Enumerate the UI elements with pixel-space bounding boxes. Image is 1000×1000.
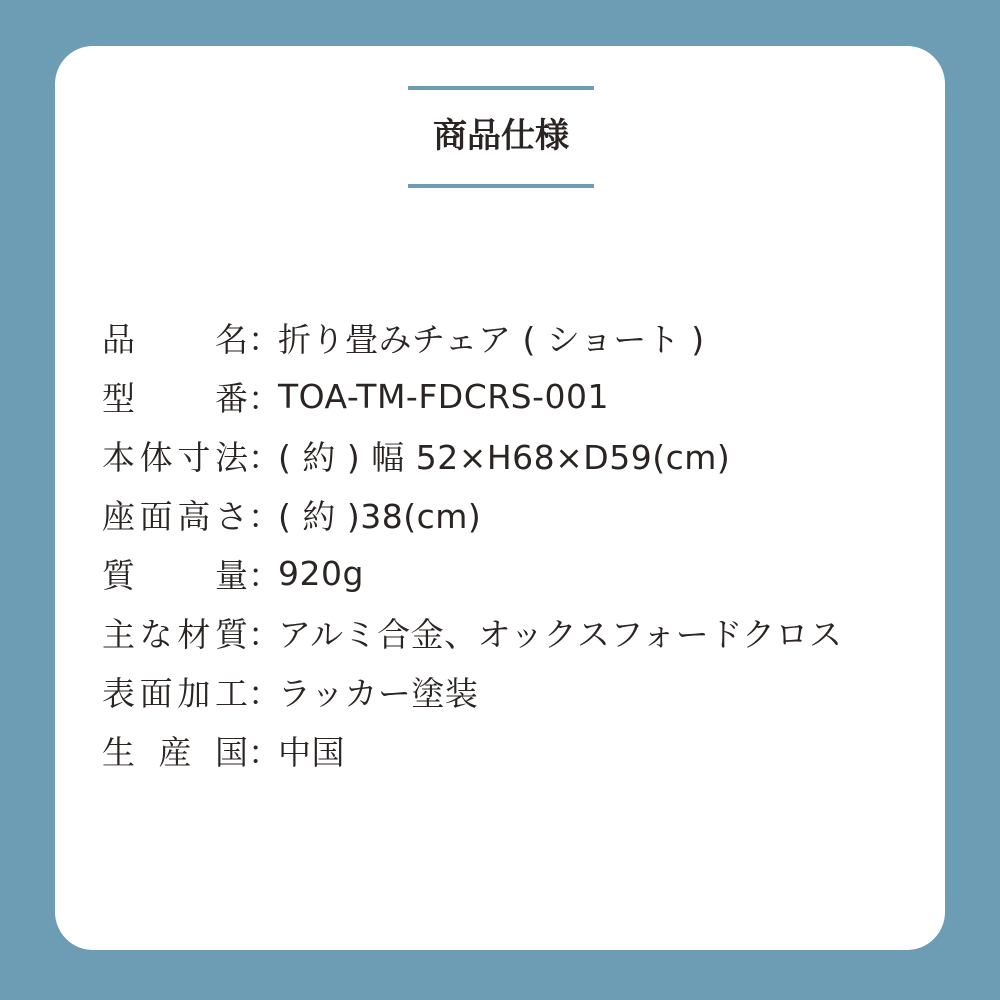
spec-colon: ： — [248, 320, 281, 359]
spec-label: 主 な 材 質 — [102, 615, 248, 654]
spec-label: 品 名 — [102, 320, 248, 359]
spec-value: 920g — [278, 554, 364, 593]
spec-value: 折り畳みチェア ( ショート ) — [278, 320, 705, 359]
title-top-rule — [408, 86, 594, 90]
spec-colon: ： — [248, 556, 281, 595]
spec-value: TOA-TM-FDCRS-001 — [278, 377, 610, 416]
spec-colon: ： — [248, 615, 281, 654]
spec-colon: ： — [248, 438, 281, 477]
spec-colon: ： — [248, 379, 281, 418]
title-block — [408, 86, 594, 188]
spec-row-weight — [102, 544, 843, 603]
spec-label: 型 番 — [102, 379, 248, 418]
spec-row-materials — [102, 603, 843, 662]
spec-colon: ： — [248, 733, 281, 772]
spec-colon: ： — [248, 497, 281, 536]
spec-value: 中国 — [278, 733, 345, 772]
spec-label: 生 産 国 — [102, 733, 248, 772]
spec-value: ラッカー塗装 — [278, 674, 479, 713]
spec-row-dimensions — [102, 426, 843, 485]
spec-row-country-of-origin — [102, 721, 843, 780]
page-title: 商品仕様 — [433, 116, 569, 156]
spec-list — [102, 308, 843, 780]
spec-label: 質 量 — [102, 556, 248, 595]
spec-value: アルミ合金、オックスフォードクロス — [278, 615, 843, 654]
spec-label: 本 体 寸 法 — [102, 438, 248, 477]
title-bottom-rule — [408, 184, 594, 188]
spec-label: 座 面 高 さ — [102, 497, 248, 536]
spec-row-seat-height — [102, 485, 843, 544]
spec-card — [55, 46, 945, 950]
spec-value: ( 約 )38(cm) — [278, 497, 482, 536]
spec-row-model-number — [102, 367, 843, 426]
spec-colon: ： — [248, 674, 281, 713]
spec-row-product-name — [102, 308, 843, 367]
spec-value: ( 約 ) 幅 52×H68×D59(cm) — [278, 438, 731, 477]
spec-label: 表 面 加 工 — [102, 674, 248, 713]
spec-row-surface-finish — [102, 662, 843, 721]
